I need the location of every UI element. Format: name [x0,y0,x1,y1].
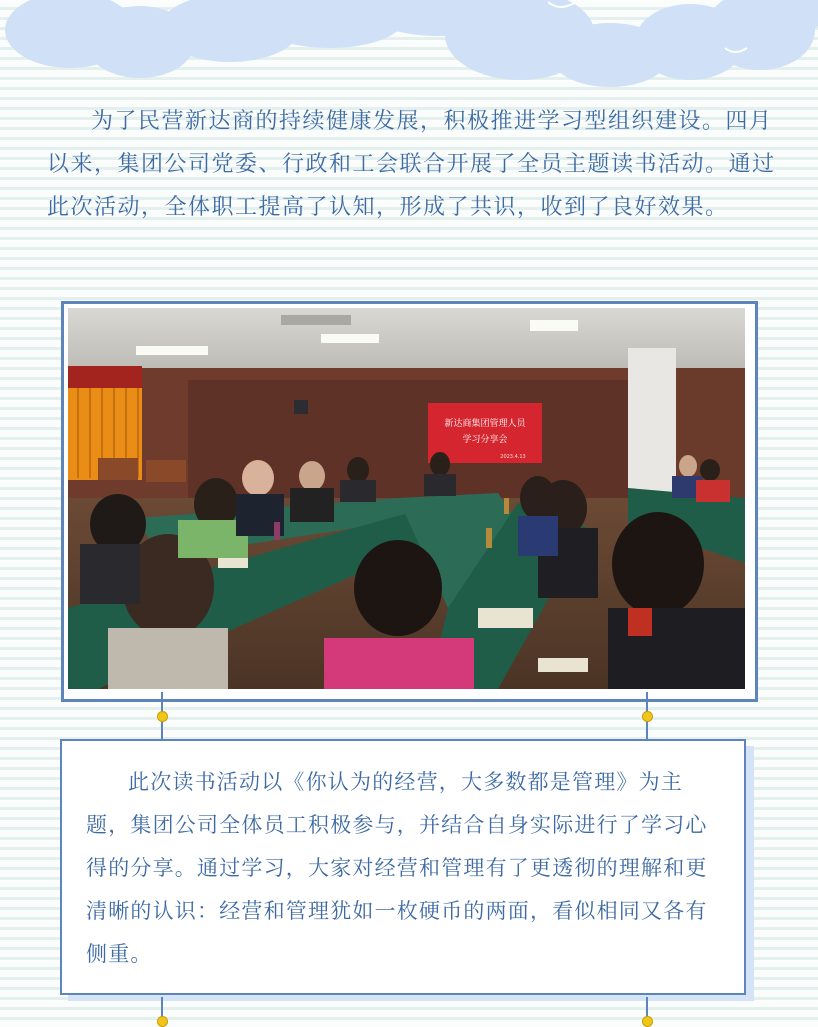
connector-dot-left-bottom [157,1016,168,1027]
banner-line2: 学习分享会 [462,435,508,445]
connector-dot-left [157,711,168,722]
banner-date: 2023.4.13 [500,454,526,460]
connector-dot-right-bottom [642,1016,653,1027]
decorative-clouds [0,0,818,95]
meeting-photo [68,308,745,689]
meeting-photo-frame [61,301,758,702]
body-paragraph: 此次读书活动以《你认为的经营，大多数都是管理》为主题，集团公司全体员工积极参与，并结合自身实际进行了学习心得的分享。通过学习，大家对经营和管理有了更透彻的理解和更清晰的认识：经营和管理犹如一枚硬币的两面，看似相同又各有侧重。 [86,770,708,966]
connector-dot-right [642,711,653,722]
banner-line1: 新达商集团管理人员 [444,419,526,429]
intro-paragraph: 为了民营新达商的持续健康发展，积极推进学习型组织建设。四月以来，集团公司党委、行政和工会联合开展了全员主题读书活动。通过此次活动，全体职工提高了认知，形成了共识，收到了良好效果。 [47,109,776,220]
